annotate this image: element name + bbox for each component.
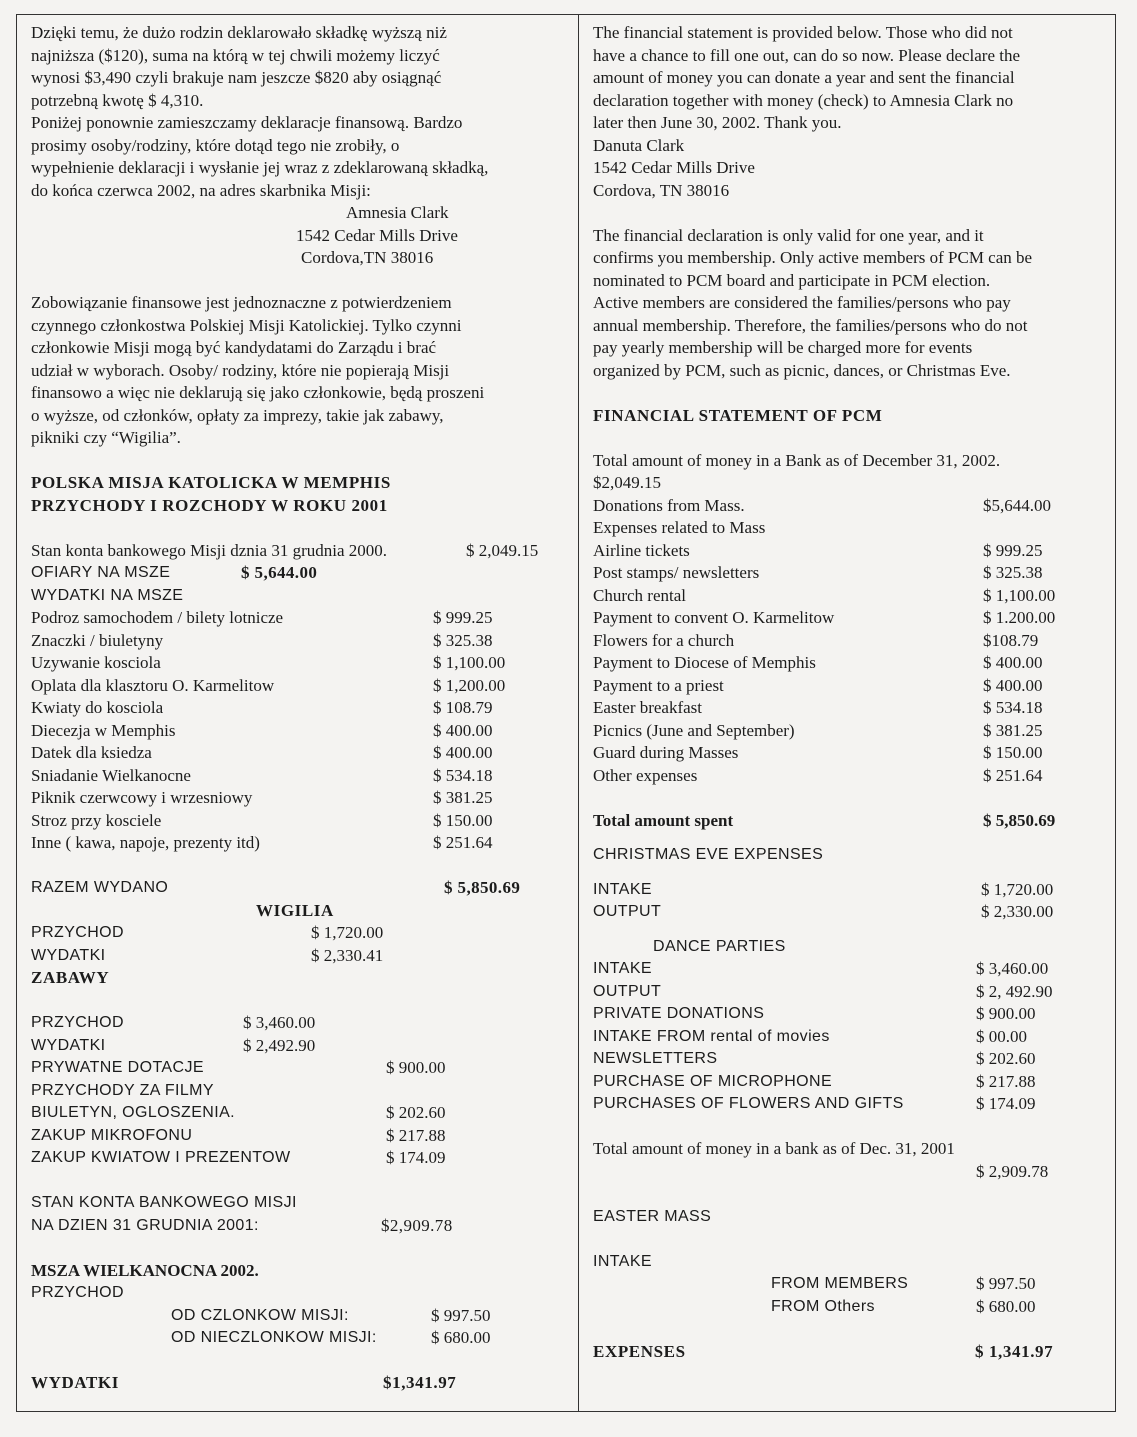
dance-row-label: INTAKE FROM rental of movies — [593, 1027, 830, 1045]
easter-row-value: $ 997.50 — [976, 1274, 1036, 1293]
intro-line: do końca czerwca 2002, na adres skarbnika Misji: — [31, 180, 371, 200]
validity-line: organized by PCM, such as picnic, dances, or Christmas Eve. — [593, 360, 1011, 380]
misc-row — [31, 1125, 566, 1148]
zabawy-row-value: $ 3,460.00 — [243, 1013, 316, 1032]
expense-row-label: Diecezja w Memphis — [31, 720, 176, 740]
expense-row-label: Sniadanie Wielkanocne — [31, 765, 191, 785]
expense-row — [31, 832, 566, 855]
wigilia-heading: WIGILIA — [256, 900, 334, 920]
intro-line: 1542 Cedar Mills Drive — [593, 158, 755, 177]
zabawy-row-value: $ 2,492.90 — [243, 1035, 316, 1055]
christmas-row — [593, 901, 1108, 924]
expense-row-value: $ 325.38 — [983, 563, 1043, 582]
expense-row — [31, 697, 566, 720]
zabawy-row-label: PRZYCHOD — [31, 1014, 124, 1031]
intro-line: amount of money you can donate a year and sent the financial — [593, 68, 1015, 87]
expense-row — [31, 787, 566, 810]
easter-row — [593, 1273, 1108, 1296]
english-column — [593, 22, 1108, 1363]
expense-row-value: $ 400.00 — [983, 653, 1043, 672]
address-line: Amnesia Clark — [346, 203, 449, 222]
validity-line: The financial declaration is only valid for one year, and it — [593, 225, 984, 245]
expense-row-label: Inne ( kawa, napoje, prezenty itd) — [31, 833, 260, 852]
easter-expenses-value: $ 1,341.97 — [975, 1341, 1054, 1361]
expense-row-label: Oplata dla klasztoru O. Karmelitow — [31, 675, 275, 695]
misc-row-label: BIULETYN, OGLOSZENIA. — [31, 1104, 236, 1121]
expense-list — [593, 540, 1108, 788]
expense-row — [593, 765, 1108, 788]
obligation-line: członkowie Misji mogą być kandydatami do Zarządu i brać — [31, 338, 437, 357]
wigilia-row — [31, 922, 566, 945]
wigilia-row — [31, 945, 566, 968]
misc-row-value: $ 174.09 — [386, 1148, 446, 1167]
misc-row — [31, 1057, 566, 1080]
expense-row — [593, 630, 1108, 653]
easter-heading: EASTER MASS — [593, 1207, 712, 1225]
easter-list — [31, 1305, 566, 1350]
expense-row-value: $ 400.00 — [983, 675, 1043, 695]
expense-row-value: $ 1,200.00 — [433, 675, 506, 695]
misc-row-value: $ 202.60 — [386, 1103, 446, 1122]
dance-list — [593, 958, 1108, 1116]
bank-line: Total amount of money in a Bank as of December 31, 2002. — [593, 450, 1001, 470]
intro-line: Dzięki temu, że dużo rodzin deklarowało składkę wyższą niż — [31, 23, 447, 42]
total-value: $ 5,850.69 — [983, 810, 1056, 830]
christmas-list — [593, 879, 1108, 924]
expense-row — [593, 562, 1108, 585]
dance-row-value: $ 174.09 — [976, 1094, 1036, 1113]
misc-row-value: $ 900.00 — [386, 1058, 446, 1077]
expense-row — [31, 742, 566, 765]
expenses-heading: WYDATKI NA MSZE — [31, 586, 184, 604]
zabawy-row-label: WYDATKI — [31, 1036, 106, 1054]
easter-row — [593, 1296, 1108, 1319]
expense-row — [593, 720, 1108, 743]
obligation-line: Zobowiązanie finansowe jest jednoznaczne z potwierdzeniem — [31, 293, 452, 312]
zabawy-heading: ZABAWY — [31, 968, 110, 987]
section-heading: PRZYCHODY I ROZCHODY W ROKU 2001 — [31, 495, 388, 515]
obligation-line: czynnego członkostwa Polskiej Misji Katolickiej. Tylko czynni — [31, 315, 462, 335]
zabawy-row — [31, 1035, 566, 1058]
easter-row-label: FROM MEMBERS — [771, 1275, 909, 1292]
expense-row-label: Picnics (June and September) — [593, 720, 795, 740]
expense-row — [593, 742, 1108, 765]
misc-row-value: $ 217.88 — [386, 1125, 446, 1145]
misc-row-label: ZAKUP KWIATOW I PREZENTOW — [31, 1149, 291, 1166]
expense-row-value: $ 534.18 — [433, 765, 493, 785]
expense-row-value: $ 400.00 — [433, 743, 493, 762]
wigilia-row-label: PRZYCHOD — [31, 924, 124, 941]
validity-line: annual membership. Therefore, the families/persons who do not — [593, 315, 1028, 335]
expense-row — [31, 765, 566, 788]
dance-heading: DANCE PARTIES — [653, 937, 786, 955]
easter-row-value: $ 680.00 — [431, 1328, 491, 1347]
obligation-line: pikniki czy “Wigilia”. — [31, 428, 181, 447]
easter-expenses-row: EXPENSES $ 1,341.97 — [593, 1341, 1108, 1364]
dance-row-value: $ 3,460.00 — [976, 959, 1049, 978]
polish-column — [31, 22, 566, 1395]
obligation-line: udział w wyborach. Osoby/ rodziny, które nie popierają Misji — [31, 360, 450, 380]
address-line: 1542 Cedar Mills Drive — [296, 225, 458, 245]
dance-row — [593, 1003, 1108, 1026]
expense-row-value: $ 150.00 — [433, 810, 493, 830]
expense-row — [593, 607, 1108, 630]
expense-list — [31, 607, 566, 855]
intro-line: declaration together with money (check) to Amnesia Clark no — [593, 90, 1014, 110]
expense-row-value: $ 400.00 — [433, 720, 493, 740]
total-label: RAZEM WYDANO — [31, 879, 169, 896]
intro-line: The financial statement is provided below. Those who did not — [593, 23, 1013, 42]
balance-row — [31, 540, 566, 563]
expense-row-label: Flowers for a church — [593, 630, 735, 650]
expense-row-value: $108.79 — [983, 630, 1039, 650]
intro-line: Cordova, TN 38016 — [593, 180, 730, 200]
expense-row-value: $ 1,100.00 — [983, 585, 1056, 605]
expense-row-label: Other expenses — [593, 765, 698, 785]
expense-row — [31, 652, 566, 675]
expense-row-label: Payment to convent O. Karmelitow — [593, 608, 835, 627]
intro-line: wynosi $3,490 czyli brakuje nam jeszcze $820 aby osiągnąć — [31, 68, 442, 87]
expense-row-label: Uzywanie kosciola — [31, 653, 161, 672]
wigilia-row-value: $ 1,720.00 — [311, 923, 384, 942]
expense-row-label: Kwiaty do kosciola — [31, 698, 164, 717]
end-balance-row: NA DZIEN 31 GRUDNIA 2001: $2,909.78 — [31, 1215, 566, 1238]
zabawy-row — [31, 1012, 566, 1035]
dance-row — [593, 1071, 1108, 1094]
end-balance-line: Total amount of money in a bank as of Dec. 31, 2001 — [593, 1139, 955, 1158]
misc-row — [31, 1080, 566, 1103]
dance-row-value: $ 900.00 — [976, 1004, 1036, 1023]
validity-line: Active members are considered the families/persons who pay — [593, 293, 1011, 312]
intro-line: have a chance to fill one out, can do so now. Please declare the — [593, 45, 1021, 65]
dance-row — [593, 958, 1108, 981]
donations-row: Donations from Mass. $5,644.00 — [593, 495, 1108, 518]
expense-row-value: $ 251.64 — [433, 833, 493, 852]
easter-row — [31, 1305, 566, 1328]
intro-line: wypełnienie deklaracji i wysłanie jej wraz z zdeklarowaną składką, — [31, 158, 489, 177]
easter-row-label: OD NIECZLONKOW MISJI: — [171, 1329, 377, 1346]
validity-line: nominated to PCM board and participate in PCM election. — [593, 270, 991, 290]
total-value: $ 5,850.69 — [444, 878, 521, 897]
easter-row — [31, 1327, 566, 1350]
expense-row — [31, 630, 566, 653]
wigilia-list — [31, 922, 566, 967]
end-balance-row — [593, 1161, 1108, 1184]
expense-row-value: $ 325.38 — [433, 630, 493, 650]
end-balance-value: $ 2,909.78 — [976, 1161, 1049, 1181]
dance-row-label: NEWSLETTERS — [593, 1050, 718, 1067]
obligation-line: finansowo a więc nie deklarują się jako członkowie, będą proszeni — [31, 383, 485, 402]
expense-row — [593, 697, 1108, 720]
dance-row-label: INTAKE — [593, 960, 653, 977]
dance-row-value: $ 202.60 — [976, 1049, 1036, 1068]
christmas-row-label: OUTPUT — [593, 903, 662, 920]
expense-row — [593, 652, 1108, 675]
christmas-row — [593, 879, 1108, 902]
expense-row-label: Post stamps/ newsletters — [593, 563, 760, 582]
intro-line: potrzebną kwotę $ 4,310. — [31, 90, 204, 110]
validity-line: confirms you membership. Only active members of PCM can be — [593, 248, 1033, 267]
expense-row-label: Church rental — [593, 585, 686, 605]
mass-label: OFIARY NA MSZE — [31, 564, 171, 581]
expense-row-value: $ 1,100.00 — [433, 653, 506, 672]
intro-line: Poniżej ponownie zamieszczamy deklaracje finansową. Bardzo — [31, 113, 463, 132]
bank-value: $2,049.15 — [593, 473, 661, 492]
total-row: Total amount spent $ 5,850.69 — [593, 810, 1108, 833]
intro-line: najniższa ($120), suma na którą w tej chwili możemy liczyć — [31, 45, 440, 65]
easter-intake-label: PRZYCHOD — [31, 1284, 124, 1301]
expense-row-value: $ 999.25 — [983, 540, 1043, 560]
balance-value: $ 2,049.15 — [466, 540, 539, 560]
intake-label: INTAKE — [593, 1252, 653, 1270]
misc-list — [31, 1057, 566, 1170]
easter-row-value: $ 997.50 — [431, 1305, 491, 1325]
expense-row — [31, 810, 566, 833]
intro-line: Danuta Clark — [593, 135, 685, 155]
obligation-line: o wyższe, od członków, opłaty za imprezy, takie jak zabawy, — [31, 405, 444, 425]
end-balance-value: $2,909.78 — [381, 1215, 453, 1235]
misc-row-label: PRZYCHODY ZA FILMY — [31, 1081, 214, 1099]
dance-row — [593, 981, 1108, 1004]
mass-value: $ 5,644.00 — [241, 563, 318, 582]
misc-row-label: PRYWATNE DOTACJE — [31, 1059, 204, 1076]
expense-row — [31, 675, 566, 698]
dance-row-label: PURCHASE OF MICROPHONE — [593, 1072, 833, 1090]
validity-line: pay yearly membership will be charged more for events — [593, 338, 973, 357]
expense-row-label: Datek dla ksiedza — [31, 743, 152, 762]
expense-row-label: Payment to a priest — [593, 675, 724, 695]
wigilia-row-value: $ 2,330.41 — [311, 945, 384, 965]
christmas-row-value: $ 1,720.00 — [981, 879, 1054, 899]
misc-row — [31, 1102, 566, 1125]
easter-expenses-value: $1,341.97 — [383, 1373, 457, 1392]
expense-row-value: $ 381.25 — [433, 788, 493, 807]
expense-row-label: Airline tickets — [593, 540, 690, 560]
misc-row — [31, 1147, 566, 1170]
dance-row-value: $ 00.00 — [976, 1026, 1027, 1046]
expense-row — [31, 720, 566, 743]
expense-row — [593, 540, 1108, 563]
address-line: Cordova,TN 38016 — [301, 248, 434, 267]
dance-row-value: $ 2, 492.90 — [976, 981, 1053, 1001]
expense-row-label: Piknik czerwcowy i wrzesniowy — [31, 788, 253, 807]
expense-row — [31, 607, 566, 630]
easter-heading: MSZA WIELKANOCNA 2002. — [31, 1260, 259, 1280]
donations-value: $5,644.00 — [983, 495, 1051, 515]
expense-row-value: $ 1.200.00 — [983, 608, 1056, 627]
section-heading: FINANCIAL STATEMENT OF PCM — [593, 405, 883, 425]
expense-row-value: $ 251.64 — [983, 765, 1043, 785]
expense-row — [593, 585, 1108, 608]
easter-row-value: $ 680.00 — [976, 1296, 1036, 1316]
expense-row — [593, 675, 1108, 698]
section-heading: POLSKA MISJA KATOLICKA W MEMPHIS — [31, 473, 391, 492]
total-row — [31, 877, 566, 900]
easter-expenses-row: WYDATKI $1,341.97 — [31, 1372, 566, 1395]
dance-row — [593, 1026, 1108, 1049]
dance-row — [593, 1048, 1108, 1071]
intro-line: later then June 30, 2002. Thank you. — [593, 113, 842, 132]
zabawy-list — [31, 1012, 566, 1057]
column-divider — [578, 14, 579, 1412]
expense-row-value: $ 381.25 — [983, 720, 1043, 740]
expense-row-value: $ 108.79 — [433, 698, 493, 717]
expense-row-label: Easter breakfast — [593, 698, 703, 717]
dance-row-label: PRIVATE DONATIONS — [593, 1005, 765, 1022]
expense-row-label: Stroz przy kosciele — [31, 810, 162, 830]
dance-row-value: $ 217.88 — [976, 1071, 1036, 1091]
intro-line: prosimy osoby/rodziny, które dotąd tego nie zrobiły, o — [31, 135, 400, 155]
expense-row-label: Znaczki / biuletyny — [31, 630, 164, 650]
christmas-row-value: $ 2,330.00 — [981, 902, 1054, 921]
dance-row-label: OUTPUT — [593, 982, 662, 1000]
balance-label: Stan konta bankowego Misji dznia 31 grudnia 2000. — [31, 540, 388, 560]
christmas-heading: CHRISTMAS EVE EXPENSES — [593, 846, 824, 863]
easter-row-label: OD CZLONKOW MISJI: — [171, 1306, 349, 1324]
dance-row — [593, 1093, 1108, 1116]
expense-row-value: $ 534.18 — [983, 698, 1043, 717]
misc-row-label: ZAKUP MIKROFONU — [31, 1126, 193, 1144]
mass-row — [31, 562, 566, 585]
easter-row-label: FROM Others — [771, 1297, 875, 1315]
expense-row-label: Payment to Diocese of Memphis — [593, 653, 816, 672]
easter-list — [593, 1273, 1108, 1318]
dance-row-label: PURCHASES OF FLOWERS AND GIFTS — [593, 1095, 904, 1112]
expense-row-label: Guard during Masses — [593, 743, 739, 762]
expense-row-label: Podroz samochodem / bilety lotnicze — [31, 608, 284, 627]
expense-row-value: $ 150.00 — [983, 743, 1043, 762]
end-balance-line: STAN KONTA BANKOWEGO MISJI — [31, 1194, 297, 1211]
expense-row-value: $ 999.25 — [433, 608, 493, 627]
christmas-row-label: INTAKE — [593, 880, 653, 898]
expenses-heading: Expenses related to Mass — [593, 518, 766, 537]
wigilia-row-label: WYDATKI — [31, 946, 106, 964]
